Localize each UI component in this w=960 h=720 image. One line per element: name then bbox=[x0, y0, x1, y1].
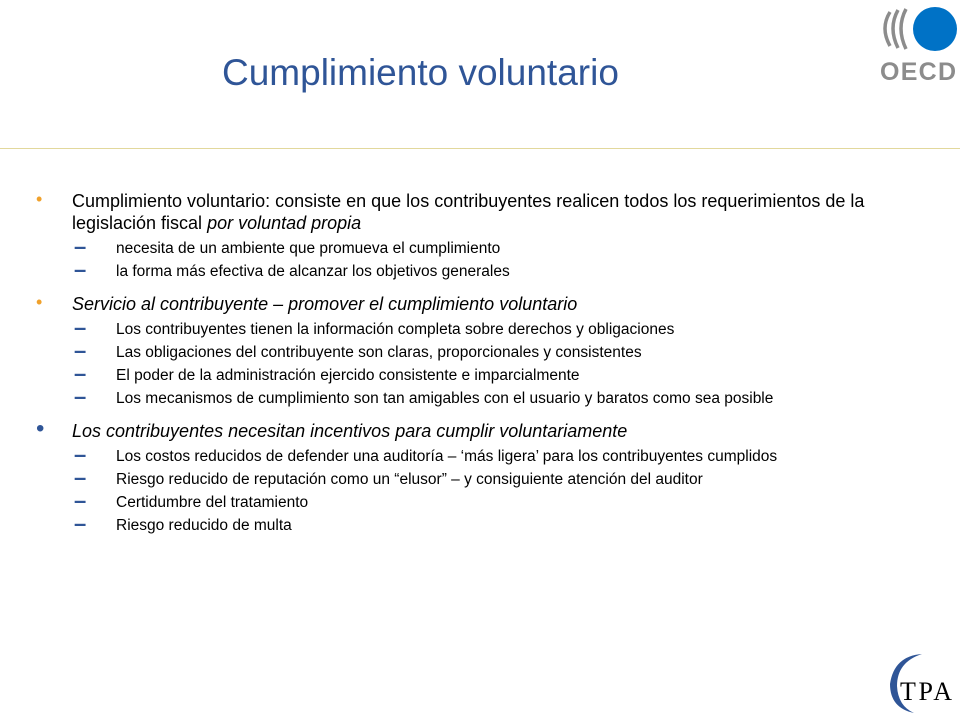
slide-body bbox=[36, 190, 876, 539]
dash-icon: – bbox=[74, 384, 87, 409]
sub-bullet-text: la forma más efectiva de alcanzar los objetivos generales bbox=[116, 263, 510, 280]
bullet-dot-icon: • bbox=[36, 292, 43, 312]
ctpa-logo bbox=[884, 650, 956, 716]
bullet-dot-icon: • bbox=[36, 189, 43, 209]
sub-bullet-text: Los costos reducidos de defender una auditoría – ‘más ligera’ para los contribuyentes cumplidos bbox=[116, 448, 778, 465]
dash-icon: – bbox=[74, 338, 87, 363]
bullet-3-italic: Los contribuyentes necesitan incentivos para cumplir voluntariamente bbox=[72, 421, 628, 441]
dash-icon: – bbox=[74, 361, 87, 386]
title-divider bbox=[0, 148, 960, 149]
sub-bullet-3-4 bbox=[36, 511, 876, 536]
sub-bullet-text: Los contribuyentes tienen la información completa sobre derechos y obligaciones bbox=[116, 321, 675, 338]
oecd-logo bbox=[876, 4, 960, 84]
oecd-wordmark: OECD bbox=[880, 58, 956, 84]
dash-icon: – bbox=[74, 315, 87, 340]
bullet-2 bbox=[36, 293, 876, 315]
bullet-1 bbox=[36, 190, 876, 234]
sub-bullet-text: Los mecanismos de cumplimiento son tan amigables con el usuario y baratos como sea posible bbox=[116, 390, 774, 407]
sub-bullet-text: Las obligaciones del contribuyente son claras, proporcionales y consistentes bbox=[116, 344, 642, 361]
sub-bullet-text: El poder de la administración ejercido consistente e imparcialmente bbox=[116, 367, 580, 384]
bullet-1-text: Cumplimiento voluntario: consiste en que los contribuyentes realicen todos los requerimientos de la legislación fiscal bbox=[72, 191, 865, 233]
sub-bullet-text: Riesgo reducido de reputación como un “elusor” – y consiguiente atención del auditor bbox=[116, 471, 703, 488]
dash-icon: – bbox=[74, 234, 87, 259]
dash-icon: – bbox=[74, 488, 87, 513]
ctpa-wordmark: TPA bbox=[900, 677, 952, 706]
sub-bullet-2-1 bbox=[36, 315, 876, 340]
dash-icon: – bbox=[74, 465, 87, 490]
sub-bullet-2-3 bbox=[36, 361, 876, 386]
oecd-circle-icon bbox=[913, 7, 957, 51]
oecd-arcs-icon bbox=[885, 9, 906, 49]
sub-bullet-text: Riesgo reducido de multa bbox=[116, 517, 292, 534]
sub-bullet-3-3 bbox=[36, 488, 876, 513]
sub-bullet-text: Certidumbre del tratamiento bbox=[116, 494, 309, 511]
bullet-3 bbox=[36, 415, 876, 442]
sub-bullet-2-2 bbox=[36, 338, 876, 363]
sub-bullet-text: necesita de un ambiente que promueva el cumplimiento bbox=[116, 240, 501, 257]
bullet-dot-icon: • bbox=[36, 415, 45, 442]
bullet-2-italic: Servicio al contribuyente – promover el cumplimiento voluntario bbox=[72, 294, 578, 314]
sub-bullet-3-1 bbox=[36, 442, 876, 467]
slide-title: Cumplimiento voluntario bbox=[222, 52, 619, 93]
dash-icon: – bbox=[74, 511, 87, 536]
bullet-1-italic: por voluntad propia bbox=[207, 213, 362, 233]
sub-bullet-2-4 bbox=[36, 384, 876, 409]
sub-bullet-3-2 bbox=[36, 465, 876, 490]
sub-bullet-1-2 bbox=[36, 257, 876, 282]
sub-bullet-1-1 bbox=[36, 234, 876, 259]
dash-icon: – bbox=[74, 442, 87, 467]
dash-icon: – bbox=[74, 257, 87, 282]
